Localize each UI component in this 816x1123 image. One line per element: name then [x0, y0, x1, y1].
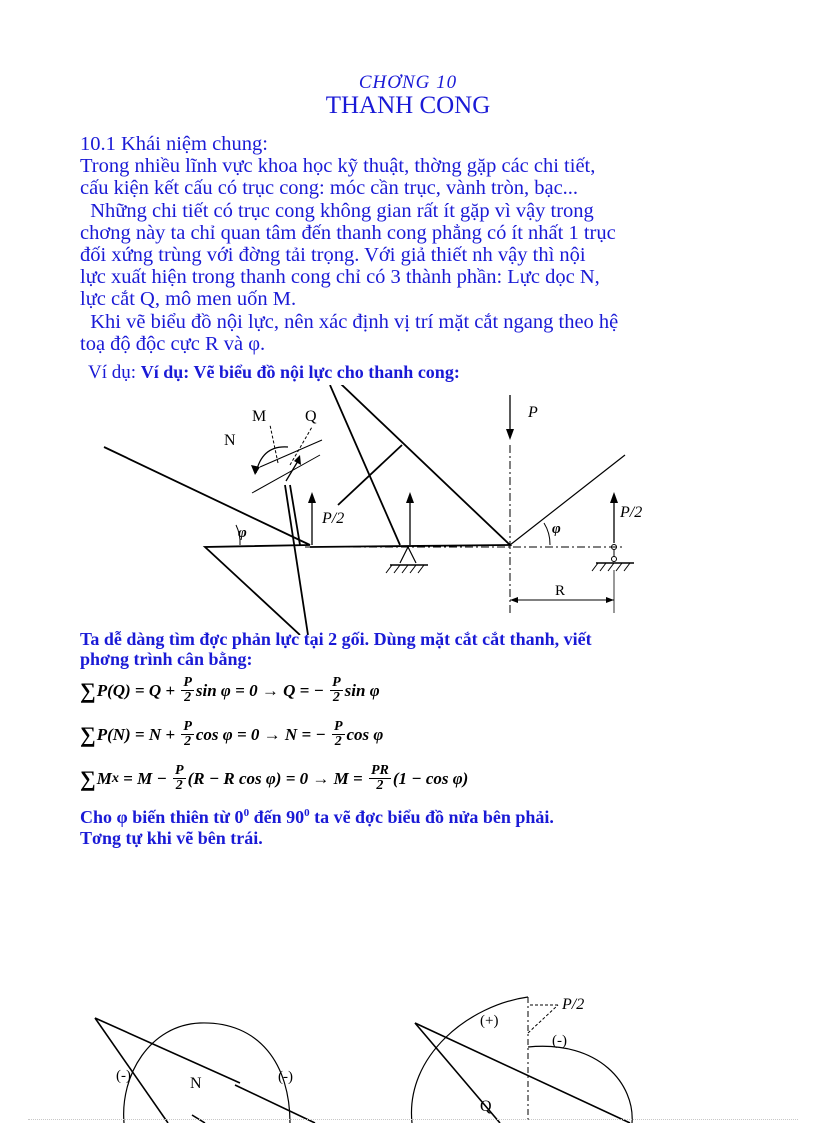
para-line: Cho φ biến thiên từ $0^0$ đến $90^0$ ta vẽ đợc biểu đồ nửa bên phải. [80, 807, 554, 827]
body-line: Trong nhiều lĩnh vực khoa học kỹ thuật, thờng gặp các chi tiết, [80, 155, 596, 178]
label-minus-q: (-) [552, 1033, 567, 1049]
para-line: Tơng tự khi vẽ bên trái. [80, 828, 263, 848]
section-line [285, 485, 308, 635]
para-line: phơng trình cân bằng: [80, 648, 253, 669]
internal-force-diagrams [0, 985, 816, 1123]
label-half-p-left: P/2 [322, 510, 345, 527]
body-line: lực xuất hiện trong thanh cong chỉ có 3 thành phần: Lực dọc N, [80, 266, 600, 289]
body-line: toạ độ độc cực R và φ. [80, 332, 266, 355]
equation-m: ∑ M x = M − $\frac{P}{2}$ (R − R cos φ) = 0 → M = $\frac{PR}{2}$ (1 − cos φ) [80, 763, 469, 793]
left-triangle-line [104, 447, 310, 635]
intro-text [80, 133, 760, 355]
body-line: Khi vẽ biểu đồ nội lực, nên xác định vị trí mặt cắt ngang theo hệ [80, 310, 619, 333]
label-Q-diagram: Q [480, 1098, 492, 1115]
curved-bar-figure [90, 385, 650, 635]
label-R: R [555, 583, 566, 599]
label-plus: (+) [480, 1013, 499, 1029]
label-Q: Q [305, 408, 317, 425]
label-N: N [224, 432, 236, 449]
example-heading [88, 362, 460, 384]
para-line: Ta dễ dàng tìm đợc phản lực tại 2 gối. Dùng mặt cắt cắt thanh, viết [80, 629, 592, 649]
equation-n: ∑ P(N) = N + $\frac{P}{2}$ cos φ = 0 → N = − $\frac{P}{2}$ cos φ [80, 719, 384, 749]
label-phi-right: φ [552, 521, 561, 537]
label-M: M [252, 408, 267, 425]
example-prefix: Ví dụ: [88, 362, 141, 383]
conclusion-text [80, 803, 780, 849]
chapter-label: CHƠNG 10 [358, 72, 458, 93]
example-title: Ví dụ: Vẽ biểu đồ nội lực cho thanh cong: [140, 362, 460, 382]
label-half-p-right: P/2 [620, 504, 643, 521]
body-line: đối xứng trùng với đờng tải trọng. Với giả thiết nh vậy thì nội [80, 244, 586, 267]
label-half-p: P/2 [562, 996, 585, 1013]
body-line: Những chi tiết có trục cong không gian rất ít gặp vì vậy trong [80, 199, 594, 222]
equation-q: ∑ P(Q) = Q + $\frac{P}{2}$ sin φ = 0 → Q = − $\frac{P}{2}$ sin φ [80, 675, 380, 705]
body-line: lực cắt Q, mô men uốn M. [80, 288, 297, 311]
label-N-diagram: N [190, 1075, 202, 1092]
section-heading: 10.1 Khái niệm chung: [80, 133, 268, 155]
label-phi-left: φ [238, 525, 247, 541]
sigma-symbol: ∑ [80, 677, 96, 703]
page-bottom-divider [28, 1119, 798, 1120]
label-minus-right: (-) [278, 1069, 293, 1085]
body-line: cấu kiện kết cấu có trục cong: móc cần trục, vành tròn, bạc... [80, 177, 579, 200]
chapter-title: THANH CONG [325, 92, 491, 119]
label-P: P [528, 404, 538, 421]
equilibrium-intro [80, 630, 780, 669]
body-line: chơng này ta chỉ quan tâm đến thanh cong phẳng có ít nhất 1 trục [80, 221, 616, 244]
label-minus-left: (-) [116, 1068, 131, 1084]
